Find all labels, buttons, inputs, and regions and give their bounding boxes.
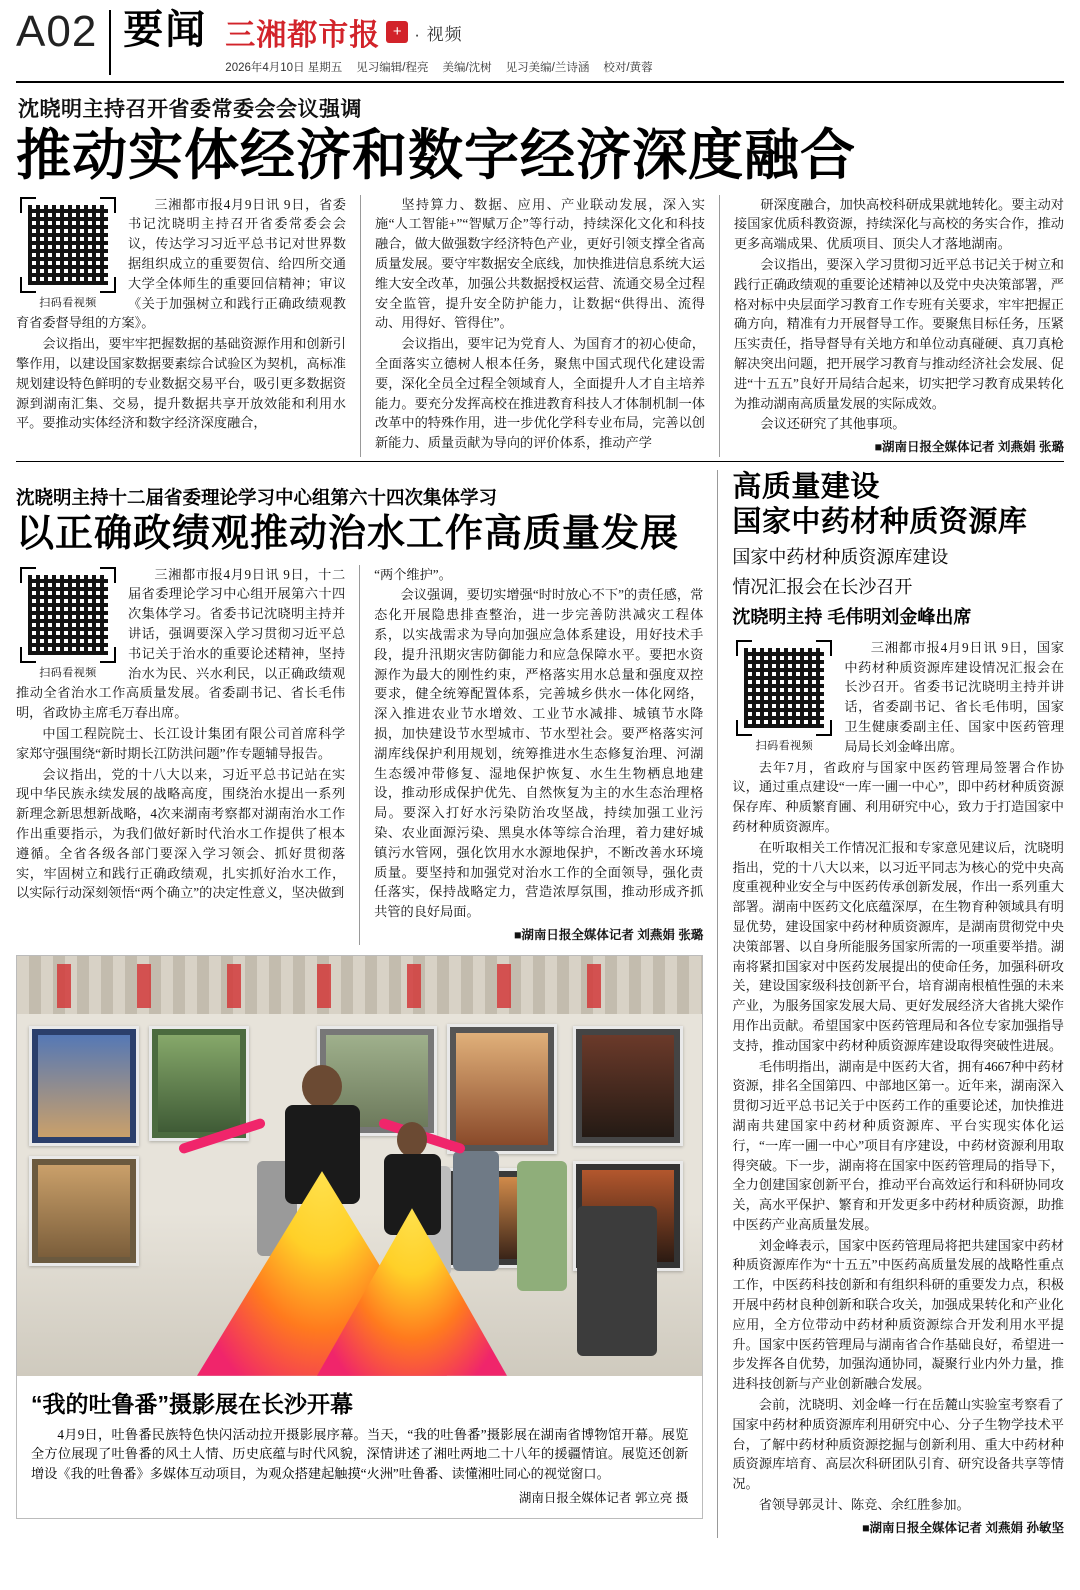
photo-banner	[317, 964, 331, 1008]
photo-banner	[227, 964, 241, 1008]
qr-code-icon[interactable]	[28, 575, 108, 655]
lead-headline: 推动实体经济和数字经济深度融合	[16, 124, 857, 186]
column-divider	[359, 565, 360, 945]
column-divider	[360, 195, 361, 457]
story2-columns	[16, 565, 703, 945]
photo-caption	[17, 1376, 702, 1518]
publish-date: 2026年4月10日 星期五	[225, 62, 343, 74]
photo-banner	[497, 964, 511, 1008]
qr-block-lead[interactable]	[16, 197, 120, 312]
photo-credit: 湖南日报全媒体记者 郭立亮 摄	[518, 1491, 689, 1506]
credit-editor: 见习编辑/程亮	[356, 62, 429, 74]
lead-paragraph: 会议指出，要牢记为党育人、为国育才的初心使命，全面落实立德树人根本任务，聚焦中国式现代化建设需要，深化全员全过程全领域育人，全面提升人才自主培养能力。要充分发挥高校在推进教育科技人才体制机制一体改革中的特殊作用，进一步优化学科专业布局，完善以创新能力、质量贡献为导向的评价体系，推动产学	[375, 336, 705, 451]
lead-paragraph: 三湘都市报4月9日讯 9日，省委书记沈晓明主持召开省委常委会会议，传达学习习近平总书记对世界数据组织成立的重要贺信、给四所交通大学全体师生的重要回信精神；审议《关于加强树立和践行正确政绩观教育省委督导组的方案》。	[16, 196, 346, 331]
story2-paragraph: 三湘都市报4月9日讯 9日，十二届省委理论学习中心组开展第六十四次集体学习。省委书记沈晓明主持并讲话，强调要深入学习贯彻习近平总书记关于治水的重要论述精神，坚持治水为民、兴水利民，以正确政绩观推动全省治水工作高质量发展。省委副书记、省长毛伟明，省政协主席毛万春出席。	[16, 566, 346, 721]
brand-sub-label: · 视频	[414, 24, 463, 44]
story2-byline: ■湖南日报全媒体记者 刘燕娟 张璐	[513, 927, 704, 942]
rail-paragraph: 省领导郭灵计、陈竞、余红胜参加。	[758, 1497, 970, 1513]
exhibit-photo	[582, 1035, 674, 1137]
brand-name: 三湘都市报	[225, 19, 381, 52]
dancer-head	[397, 1122, 427, 1157]
rail-paragraph: 在听取相关工作情况汇报和专家意见建议后，沈晓明指出，党的十八大以来，以习近平同志为核心的党中央高度重视种业安全与中医药传承创新发展，作出一系列重大部署。湖南中医药文化底蕴深厚，在生物育种领域具有明显优势，建设国家中药材种质资源库，是湖南贯彻党中央决策部署、以自身所能服务国家所需的一项重要举措。湖南将紧扣国家对中医药发展提出的使命任务，加强科研攻关，建设国家级科技创新平台，培育湖南根植性强的未来产业，为服务国家发展大局、更好发展经济大省挑大梁作用作出贡献。希望国家中医药管理局和各位专家加强指导支持，推动国家中药材种质资源库建设取得突破性进展。	[732, 839, 1064, 1053]
lead-column-1	[16, 195, 346, 457]
right-rail	[732, 470, 1064, 1538]
qr-frame	[736, 640, 832, 736]
rail-subhead-2: 情况汇报会在长沙召开	[732, 576, 913, 597]
horizontal-rule	[16, 461, 1064, 462]
qr-frame	[20, 197, 116, 293]
masthead-right	[225, 10, 1064, 75]
photo-banner	[57, 964, 71, 1008]
credit-trainee-art: 见习美编/兰诗涵	[505, 62, 590, 74]
lead-column-3	[734, 195, 1064, 457]
photo-story	[16, 955, 703, 1519]
rail-byline: ■湖南日报全媒体记者 刘燕娟 孙敏坚	[862, 1520, 1064, 1535]
story2-paragraph: 会议指出，党的十八大以来，习近平总书记站在实现中华民族永续发展的战略高度，围绕治水提出一系列新理念新思想新战略，4次来湖南考察都对湖南治水工作作出重要指示，为我们做好新时代治水工作提供了根本遵循。全省各级各部门要深入学习领会、抓好贯彻落实，牢固树立和践行正确政绩观，扎实抓好治水工作，以实际行动深刻领悟“两个确立”的决定性意义，坚决做到	[16, 766, 346, 901]
rail-headline-line1: 高质量建设	[732, 470, 880, 503]
lead-paragraph: 会议指出，要深入学习贯彻习近平总书记关于树立和践行正确政绩观的重要论述精神以及党中央决策部署，严格对标中央层面学习教育工作专班有关要求，牢牢把握正确方向，精准有力开展督导工作。要聚焦目标任务，压紧压实责任，指导督导有关地方和单位动真碰硬、真刀真枪解决突出问题，把开展学习教育与推动经济社会发展、促进“十五五”良好开局结合起来，切实把学习教育成果转化为推动湖南高质量发展的实际成效。	[734, 256, 1064, 411]
section-divider	[717, 470, 718, 1538]
rail-subhead-3: 沈晓明主持 毛伟明刘金峰出席	[732, 606, 972, 627]
qr-caption: 扫码看视频	[755, 739, 814, 752]
photo-banner	[587, 964, 601, 1008]
qr-frame	[20, 567, 116, 663]
qr-code-icon[interactable]	[744, 648, 824, 728]
story2-paragraph: 会议强调，要切实增强“时时放心不下”的责任感，常态化开展隐患排查整治，进一步完善防洪减灾工程体系，以实战需求为导向加强应急体系建设，用好技术手段，提升汛期灾害防御能力和应急保障水平。要把水资源作为最大的刚性约束，严格落实用水总量和强度双控要求，健全统筹配置体系，完善城乡供水一体化网络，深入推进农业节水增效、工业节水减排、城镇节水降损，加快建设节水型城市、节水型社会。要严格落实河湖库线保护利用规划，统筹推进水生态修复治理、河湖生态缓冲带修复、湿地保护恢复、水生生物栖息地建设，推动形成保护优先、自然恢复为主的水生态治理格局。要深入打好水污染防治攻坚战，持续加强工业污染、农业面源污染、黑臭水体等综合治理，着力建好城镇污水管网，强化饮用水水源地保护，不断改善水环境质量。要坚持和加强党对治水工作的全面领导，强化责任落实，保持战略定力，营造浓厚氛围，推动形成齐抓共管的良好局面。	[374, 587, 704, 920]
masthead-divider	[109, 10, 111, 75]
photo-banner	[407, 964, 421, 1008]
masthead-credits	[225, 59, 1064, 75]
dancer-figure	[317, 1106, 507, 1376]
dancer-head	[302, 1065, 342, 1108]
rail-paragraph: 三湘都市报4月9日讯 9日，国家中药材种质资源库建设情况汇报会在长沙召开。省委书记沈晓明主持并讲话，省委副书记、省长毛伟明，国家卫生健康委副主任、国家中医药管理局局长刘金峰出席。	[844, 639, 1064, 754]
story2-headline: 以正确政绩观推动治水工作高质量发展	[16, 512, 680, 555]
lead-paragraph: 坚持算力、数据、应用、产业联动发展，深入实施“人工智能+”“智赋万企”等行动，持续深化文化和科技融合，做大做强数字经济特色产业，更好引领支撑全省高质量发展。要守牢数据安全底线，加快推进信息系统大运维大安全改革，加强公共数据授权运营、流通交易全过程安全监管，提升安全防护能力，让数据“供得出、流得动、用得好、管得住”。	[375, 196, 705, 331]
credit-art-editor: 美编/沈树	[442, 62, 492, 74]
masthead	[16, 7, 1064, 83]
lower-layout	[16, 470, 1064, 1538]
lead-kicker: 沈晓明主持召开省委常委会会议强调	[18, 98, 362, 121]
dancer-skirt	[317, 1208, 507, 1375]
lead-paragraph: 会议还研究了其他事项。	[760, 416, 906, 432]
rail-body	[732, 638, 1064, 1538]
photo-title: “我的吐鲁番”摄影展在长沙开幕	[31, 1390, 353, 1417]
brand-row	[225, 10, 1064, 54]
qr-caption: 扫码看视频	[39, 666, 97, 679]
exhibit-photo	[38, 1035, 130, 1137]
rail-paragraph: 毛伟明指出，湖南是中医药大省，拥有4667种中药材资源，排名全国第四、中部地区第一。近年来，湖南深入贯彻习近平总书记关于中医药工作的重要论述，加快推进湖南共建国家中药材种质资源库、平台实现实体化运行，“一库一圃一中心”项目有序建设，中药材资源利用取得突破。下一步，湖南将在国家中医药管理局的指导下，全力创建国家创新平台，推动平台高效运行和科研协同攻关，高水平保护、繁育和开发更多中药材种质资源，助推中医药产业高质量发展。	[732, 1058, 1064, 1232]
rail-paragraph: 去年7月，省政府与国家中医药管理局签署合作协议，通过重点建设“一库一圃一中心”，即中药材种质资源保存库、种质繁育圃、利用研究中心，致力于打造国家中药材种质资源库。	[732, 759, 1064, 834]
story2	[16, 484, 703, 945]
lead-column-2	[375, 195, 705, 457]
exhibit-panel	[29, 1156, 139, 1266]
exhibit-panel	[29, 1026, 139, 1146]
photo-text: 4月9日，吐鲁番民族特色快闪活动拉开摄影展序幕。当天，“我的吐鲁番”摄影展在湖南省博物馆开幕。展览全方位展现了吐鲁番的风土人情、历史底蕴与时代风貌，深情讲述了湘吐两地二十八年的援疆情谊。展览还创新增设《我的吐鲁番》多媒体互动项目，为观众搭建起触摸“火洲”吐鲁番、读懂湘吐同心的视觉窗口。	[31, 1426, 689, 1482]
rail-subhead-1: 国家中药材种质资源库建设	[732, 546, 949, 567]
rail-paragraph: 会前，沈晓明、刘金峰一行在岳麓山实验室考察看了国家中药材种质资源库利用研究中心、分子生物学技术平台，了解中药材种质资源挖掘与创新利用、重大中药材种质资源库培育、高层次科研团队引育、研究设备共享等情况。	[732, 1397, 1064, 1492]
qr-caption: 扫码看视频	[39, 296, 97, 309]
column-divider	[719, 195, 720, 457]
photo-banner	[137, 964, 151, 1008]
lead-byline: ■湖南日报全媒体记者 刘燕娟 张璐	[874, 440, 1064, 455]
story2-paragraph: “两个维护”。	[374, 566, 452, 582]
visitor-figure	[577, 1206, 657, 1356]
story2-paragraph: 中国工程院院士、长江设计集团有限公司首席科学家郑守强围绕“新时期长江防洪问题”作专题辅导报告。	[16, 725, 346, 761]
story2-column-1	[16, 565, 345, 945]
story2-kicker: 沈晓明主持十二届省委理论学习中心组第六十四次集体学习	[16, 486, 498, 508]
section-title: 要闻	[123, 8, 208, 52]
credit-proofreader: 校对/黄蓉	[603, 62, 653, 74]
lead-paragraph: 研深度融合，加快高校科研成果就地转化。要主动对接国家优质科教资源，持续深化与高校的务实合作，推动更多高端成果、优质项目、顶尖人才落地湖南。	[734, 196, 1064, 252]
page-number: A02	[16, 7, 98, 56]
brand-plus-badge: +	[386, 21, 408, 43]
rail-headline-line2: 国家中药材种质资源库	[732, 505, 1028, 538]
rail-paragraph: 刘金峰表示，国家中医药管理局将把共建国家中药材种质资源库作为“十五五”中医药高质量发展的战略性重点工作，中医药科技创新和有组织科研的重要发力点，积极开展中药材良种创新和联合攻关，加强成果转化和产业化应用，全方位带动中药材种质资源综合开发利用水平提升。国家中医药管理局与湖南省合作基础良好，希望进一步发挥各自优势，加强沟通协同，凝聚行业内外力量，推进科技创新与产业创新融合发展。	[732, 1237, 1064, 1392]
story2-column-2	[374, 565, 703, 945]
lead-paragraph: 会议指出，要牢牢把握数据的基础资源作用和创新引擎作用，以建设国家数据要素综合试验区为契机，高标准规划建设特色鲜明的专业数据交易平台，吸引更多数据资源到湖南汇集、交易，提升数据共享开放效能和利用水平。要推动实体经济和数字经济深度融合，	[16, 336, 346, 431]
visitor-figure	[517, 1161, 567, 1291]
exhibit-photo	[38, 1165, 130, 1257]
photo-image	[17, 956, 702, 1376]
qr-block-rail[interactable]	[732, 640, 836, 755]
lead-columns	[16, 195, 1064, 457]
left-area	[16, 470, 703, 1538]
qr-block-story2[interactable]	[16, 567, 120, 682]
qr-code-icon[interactable]	[28, 205, 108, 285]
exhibit-panel	[573, 1026, 683, 1146]
